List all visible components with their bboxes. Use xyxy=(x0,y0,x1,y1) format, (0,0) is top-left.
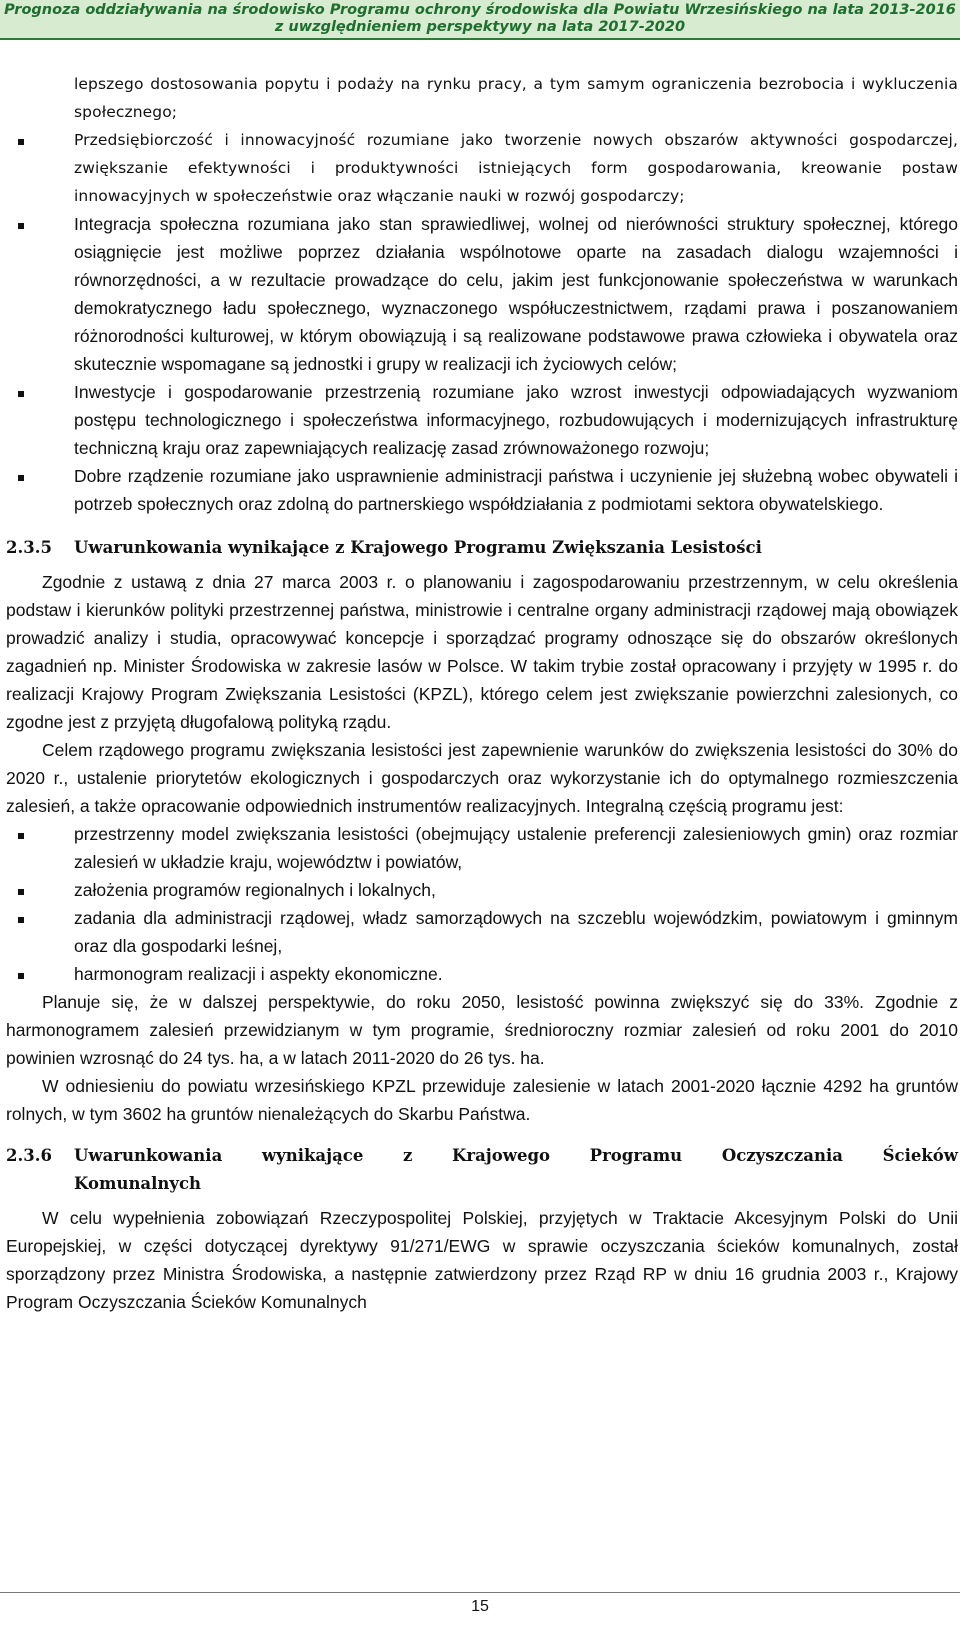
list-item-text: zadania dla administracji rządowej, władz samorządowych na szczeblu wojewódzkim, powiatowym i gminnym oraz dla gospodarki leśnej, xyxy=(74,908,958,956)
paragraph: W odniesieniu do powiatu wrzesińskiego KPZL przewiduje zalesienie w latach 2001-2020 łącznie 4292 ha gruntów rolnych, w tym 3602 ha gruntów nienależących do Skarbu Państwa. xyxy=(6,1076,958,1124)
square-bullet-icon xyxy=(18,223,24,229)
list-item-text: założenia programów regionalnych i lokalnych, xyxy=(74,880,436,900)
section-title: Uwarunkowania wynikające z Krajowego Programu Zwiększania Lesistości xyxy=(74,538,762,557)
square-bullet-icon xyxy=(18,833,24,839)
header-title-line-1: Prognoza oddziaływania na środowisko Programu ochrony środowiska dla Powiatu Wrzesińskiego na lata 2013-2016 xyxy=(4,2,956,18)
paragraph: Planuje się, że w dalszej perspektywie, do roku 2050, lesistość powinna zwiększyć się do 33%. Zgodnie z harmonogramem zalesień przewidzianym w tym programie, średnioroczny rozmiar zalesień od roku 2001 do 2010 powinien wzrosnąć do 24 tys. ha, a w latach 2011-2020 do 26 tys. ha. xyxy=(6,992,958,1068)
list-item-text: Integracja społeczna rozumiana jako stan sprawiedliwej, wolnej od nierówności struktury społecznej, którego osiągnięcie jest możliwe poprzez działania wspólnotowe oparte na zasadach dialogu wzajemności i równorzędności, a w rezultacie prowadzące do celu, jakim jest funkcjonowanie społeczeństwa w warunkach demokratycznego ładu społecznego, wyznaczonego współuczestnictwem, rządami prawa i poszanowaniem różnorodności kulturowej, w którym obowiązują i są realizowane podstawowe prawa człowieka i obywatela oraz skutecznie wspomagane są jednostki i grupy w realizacji ich życiowych celów; xyxy=(74,214,958,374)
square-bullet-icon xyxy=(18,973,24,979)
list-item xyxy=(6,378,958,462)
bullet-list-program-parts xyxy=(6,820,958,988)
list-item xyxy=(6,904,958,960)
paragraph: Zgodnie z ustawą z dnia 27 marca 2003 r. o planowaniu i zagospodarowaniu przestrzennym, w celu określenia podstaw i kierunków polityki przestrzennej państwa, ministrowie i centralne organy administracji rządowej mają obowiązek prowadzić analizy i studia, opracowywać koncepcje i sporządzać programy odnoszące się do obszarów określonych zagadnień np. Minister Środowiska w zakresie lasów w Polsce. W takim trybie został opracowany i przyjęty w 1995 r. do realizacji Krajowy Program Zwiększania Lesistości (KPZL), którego celem jest zwiększanie powierzchni zalesionych, co zgodne jest z przyjętą długofalową polityką rządu. xyxy=(6,572,958,732)
paragraph: Celem rządowego programu zwiększania lesistości jest zapewnienie warunków do zwiększenia lesistości do 30% do 2020 r., ustalenie priorytetów ekologicznych i gospodarczych oraz wykorzystanie ich do optymalnego rozmieszczenia zalesień, a także opracowanie odpowiednich instrumentów realizacyjnych. Integralną częścią programu jest: xyxy=(6,740,958,816)
section-title-line-1: Uwarunkowania wynikające z Krajowego Programu Oczyszczania Ścieków xyxy=(74,1146,958,1165)
section-number: 2.3.6 xyxy=(6,1146,52,1165)
bullet-list-goals-part2 xyxy=(6,210,958,518)
list-item xyxy=(6,820,958,876)
square-bullet-icon xyxy=(18,475,24,481)
document-body xyxy=(6,70,958,1316)
paragraph: W celu wypełnienia zobowiązań Rzeczypospolitej Polskiej, przyjętych w Traktacie Akcesyjnym Polski do Unii Europejskiej, w części dotyczącej dyrektywy 91/271/EWG w sprawie oczyszczania ścieków komunalnych, został sporządzony przez Ministra Środowiska, a następnie zatwierdzony przez Rząd RP w dniu 16 grudnia 2003 r., Krajowy Program Oczyszczania Ścieków Komunalnych xyxy=(6,1208,958,1312)
header-title-line-2: z uwzględnieniem perspektywy na lata 2017-2020 xyxy=(274,19,686,35)
list-item xyxy=(6,126,958,210)
square-bullet-icon xyxy=(18,917,24,923)
page-number: 15 xyxy=(471,1598,489,1615)
section-title-line-2: Komunalnych xyxy=(74,1174,202,1193)
square-bullet-icon xyxy=(18,889,24,895)
square-bullet-icon xyxy=(18,139,24,145)
list-item-text: harmonogram realizacji i aspekty ekonomiczne. xyxy=(74,964,443,984)
section-heading-2-3-6 xyxy=(6,1142,958,1198)
list-item-text: Przedsiębiorczość i innowacyjność rozumiane jako tworzenie nowych obszarów aktywności gospodarczej, zwiększanie efektywności i produktywności istniejących form gospodarowania, kreowanie postaw innowacyjnych w społeczeństwie oraz włączanie nauki w rozwój gospodarczy; xyxy=(74,131,958,205)
list-item xyxy=(6,876,958,904)
bullet-continuation-text: lepszego dostosowania popytu i podaży na rynku pracy, a tym samym ograniczenia bezrobocia i wykluczenia społecznego; xyxy=(74,75,958,121)
list-item-text: Inwestycje i gospodarowanie przestrzenią rozumiane jako wzrost inwestycji odpowiadających wyzwaniom postępu technologicznego i społeczeństwa informacyjnego, rozbudowujących i modernizujących infrastrukturę techniczną kraju oraz zapewniających realizację zasad zrównoważonego rozwoju; xyxy=(74,382,958,458)
section-number: 2.3.5 xyxy=(6,538,52,557)
page-header xyxy=(0,0,960,40)
bullet-list xyxy=(6,126,958,210)
square-bullet-icon xyxy=(18,391,24,397)
bullet-list-goals-part1 xyxy=(6,70,958,210)
footer-divider xyxy=(0,1592,960,1593)
list-item xyxy=(6,960,958,988)
list-item xyxy=(6,462,958,518)
list-item-text: Dobre rządzenie rozumiane jako usprawnienie administracji państwa i uczynienie jej służebną wobec obywateli i potrzeb społecznych oraz zdolną do partnerskiego współdziałania z podmiotami sektora obywatelskiego. xyxy=(74,466,958,514)
section-heading-2-3-5 xyxy=(6,534,958,562)
list-item-text: przestrzenny model zwiększania lesistości (obejmujący ustalenie preferencji zalesieniowych gmin) oraz rozmiar zalesień w układzie kraju, województw i powiatów, xyxy=(74,824,958,872)
list-item xyxy=(6,210,958,378)
